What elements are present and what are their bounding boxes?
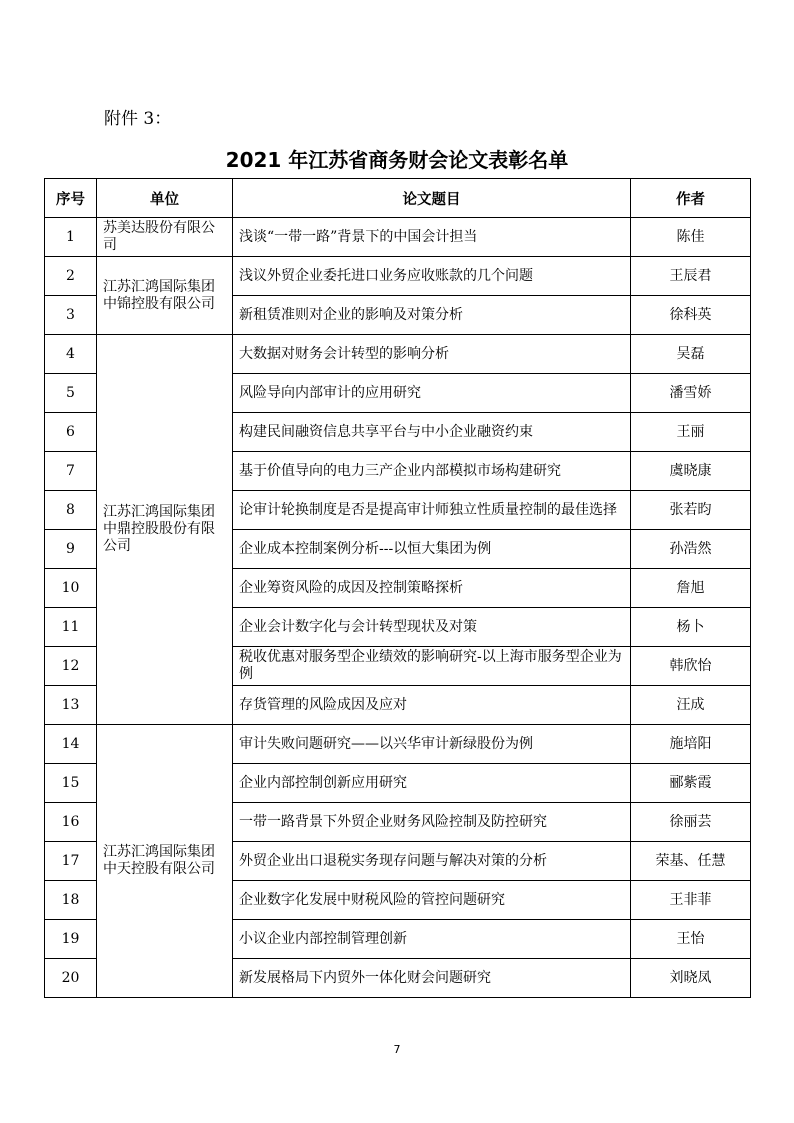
author-name: 汪成 xyxy=(631,686,751,725)
paper-title: 企业内部控制创新应用研究 xyxy=(233,764,631,803)
author-name: 徐科英 xyxy=(631,296,751,335)
row-number: 2 xyxy=(45,257,97,296)
author-name: 杨卜 xyxy=(631,608,751,647)
row-number: 19 xyxy=(45,920,97,959)
header-author: 作者 xyxy=(631,179,751,218)
row-number: 14 xyxy=(45,725,97,764)
row-number: 6 xyxy=(45,413,97,452)
page-number: 7 xyxy=(393,1043,401,1056)
author-name: 吴磊 xyxy=(631,335,751,374)
table-row xyxy=(45,725,751,764)
author-name: 潘雪娇 xyxy=(631,374,751,413)
header-no: 序号 xyxy=(45,179,97,218)
author-name: 徐丽芸 xyxy=(631,803,751,842)
row-number: 15 xyxy=(45,764,97,803)
unit-name: 江苏汇鸿国际集团中鼎控股股份有限公司 xyxy=(97,335,233,725)
header-unit: 单位 xyxy=(97,179,233,218)
row-number: 13 xyxy=(45,686,97,725)
table-row xyxy=(45,335,751,374)
attachment-label: 附件 3： xyxy=(104,109,172,129)
author-name: 王非菲 xyxy=(631,881,751,920)
paper-title: 构建民间融资信息共享平台与中小企业融资约束 xyxy=(233,413,631,452)
author-name: 荣基、任慧 xyxy=(631,842,751,881)
paper-title: 新发展格局下内贸外一体化财会问题研究 xyxy=(233,959,631,998)
row-number: 9 xyxy=(45,530,97,569)
document-title: 2021 年江苏省商务财会论文表彰名单 xyxy=(225,148,569,172)
table-body xyxy=(45,218,751,998)
row-number: 7 xyxy=(45,452,97,491)
author-name: 郦紫霞 xyxy=(631,764,751,803)
author-name: 韩欣怡 xyxy=(631,647,751,686)
row-number: 3 xyxy=(45,296,97,335)
paper-title: 税收优惠对服务型企业绩效的影响研究-以上海市服务型企业为例 xyxy=(233,647,631,686)
header-title: 论文题目 xyxy=(233,179,631,218)
row-number: 1 xyxy=(45,218,97,257)
row-number: 8 xyxy=(45,491,97,530)
paper-title: 浅议外贸企业委托进口业务应收账款的几个问题 xyxy=(233,257,631,296)
author-name: 王怡 xyxy=(631,920,751,959)
row-number: 12 xyxy=(45,647,97,686)
paper-title: 浅谈“一带一路”背景下的中国会计担当 xyxy=(233,218,631,257)
table-header-row xyxy=(45,179,751,218)
paper-title: 新租赁准则对企业的影响及对策分析 xyxy=(233,296,631,335)
unit-name: 江苏汇鸿国际集团中天控股有限公司 xyxy=(97,725,233,998)
table-row xyxy=(45,218,751,257)
author-name: 陈佳 xyxy=(631,218,751,257)
row-number: 20 xyxy=(45,959,97,998)
paper-title: 小议企业内部控制管理创新 xyxy=(233,920,631,959)
row-number: 17 xyxy=(45,842,97,881)
row-number: 18 xyxy=(45,881,97,920)
award-list-table xyxy=(44,178,751,998)
row-number: 10 xyxy=(45,569,97,608)
unit-name: 江苏汇鸿国际集团中锦控股有限公司 xyxy=(97,257,233,335)
author-name: 张若昀 xyxy=(631,491,751,530)
paper-title: 大数据对财务会计转型的影响分析 xyxy=(233,335,631,374)
paper-title: 基于价值导向的电力三产企业内部模拟市场构建研究 xyxy=(233,452,631,491)
author-name: 虞晓康 xyxy=(631,452,751,491)
paper-title: 企业数字化发展中财税风险的管控问题研究 xyxy=(233,881,631,920)
author-name: 刘晓凤 xyxy=(631,959,751,998)
row-number: 11 xyxy=(45,608,97,647)
row-number: 5 xyxy=(45,374,97,413)
author-name: 王辰君 xyxy=(631,257,751,296)
paper-title: 企业筹资风险的成因及控制策略探析 xyxy=(233,569,631,608)
unit-name: 苏美达股份有限公司 xyxy=(97,218,233,257)
paper-title: 存货管理的风险成因及应对 xyxy=(233,686,631,725)
table-row xyxy=(45,257,751,296)
author-name: 王丽 xyxy=(631,413,751,452)
paper-title: 企业成本控制案例分析---以恒大集团为例 xyxy=(233,530,631,569)
author-name: 施培阳 xyxy=(631,725,751,764)
paper-title: 外贸企业出口退税实务现存问题与解决对策的分析 xyxy=(233,842,631,881)
paper-title: 风险导向内部审计的应用研究 xyxy=(233,374,631,413)
row-number: 4 xyxy=(45,335,97,374)
paper-title: 一带一路背景下外贸企业财务风险控制及防控研究 xyxy=(233,803,631,842)
paper-title: 企业会计数字化与会计转型现状及对策 xyxy=(233,608,631,647)
paper-title: 审计失败问题研究——以兴华审计新绿股份为例 xyxy=(233,725,631,764)
paper-title: 论审计轮换制度是否是提高审计师独立性质量控制的最佳选择 xyxy=(233,491,631,530)
author-name: 詹旭 xyxy=(631,569,751,608)
author-name: 孙浩然 xyxy=(631,530,751,569)
row-number: 16 xyxy=(45,803,97,842)
